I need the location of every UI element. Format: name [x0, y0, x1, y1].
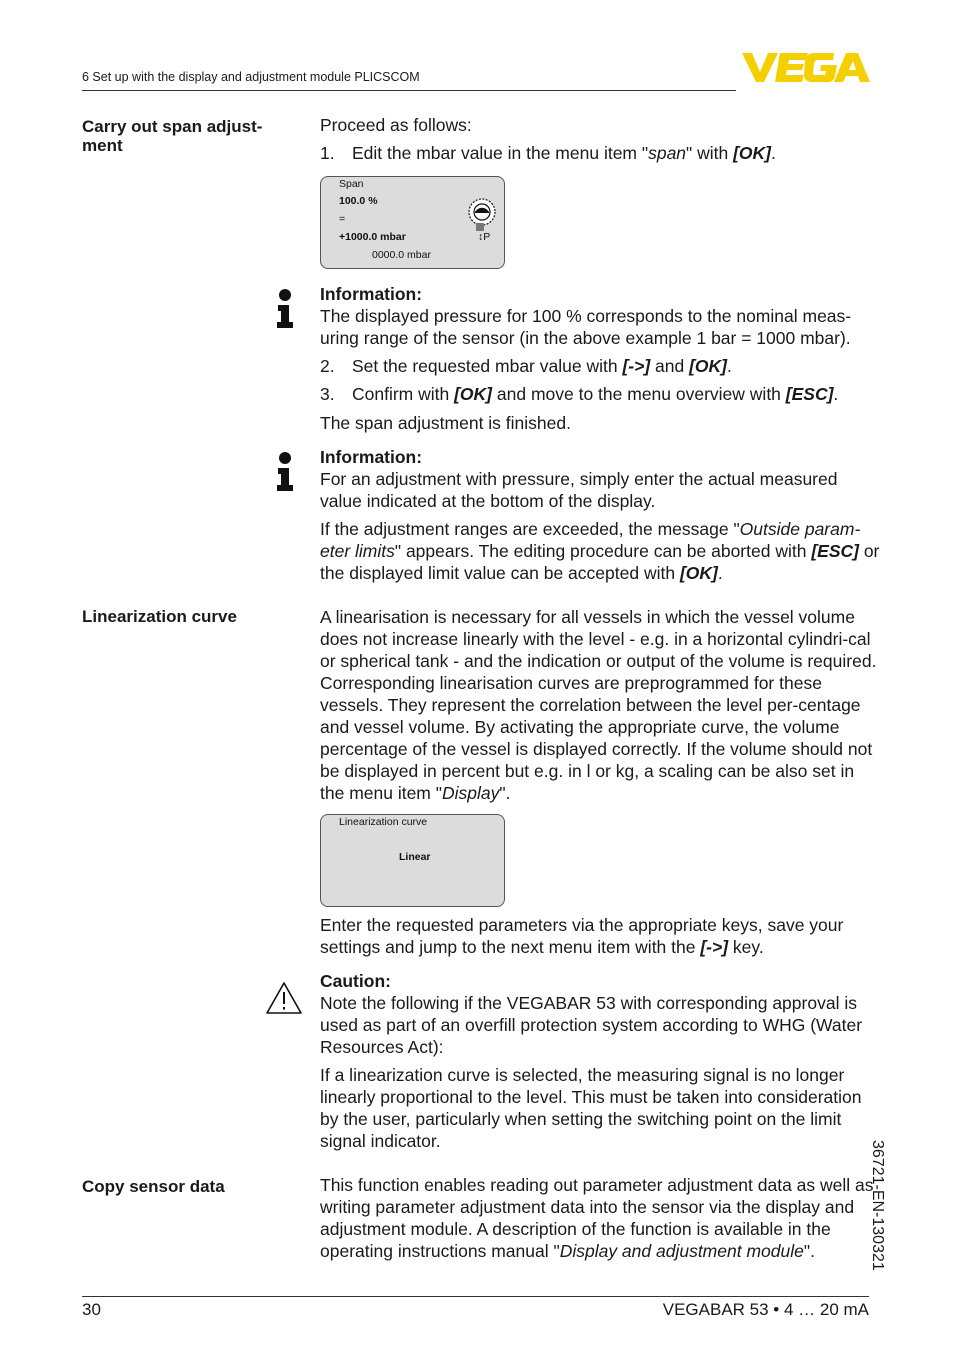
- footer-rule: [82, 1296, 869, 1297]
- step-text: Set the requested mbar value with: [352, 356, 623, 376]
- text-run: ".: [499, 783, 511, 803]
- info-text: For an adjustment with pressure, simply enter the actual measured value indicated at the bottom of the display.: [320, 469, 838, 511]
- step-text: .: [771, 143, 776, 163]
- footer-product: VEGABAR 53 • 4 … 20 mA: [662, 1300, 869, 1319]
- lcd-title: Span: [339, 178, 364, 190]
- info-text: The displayed pressure for 100 % corresponds to the nominal meas-uring range of the sensor (in the above example 1 bar = 1000 mbar).: [320, 306, 852, 348]
- text-run: Enter the requested parameters via the appropriate keys, save your settings and jump to the next menu item with the: [320, 915, 844, 957]
- info-title: Information:: [320, 284, 423, 304]
- span-info-block-2: [320, 446, 880, 584]
- message-name: Outside param-eter limits: [320, 519, 861, 561]
- page-number: 30: [82, 1300, 101, 1319]
- span-side-heading: Carry out span adjust- ment: [82, 117, 263, 155]
- text-run: key.: [728, 937, 764, 957]
- text-run: If the adjustment ranges are exceeded, the message ": [320, 519, 740, 539]
- menu-item-span: span: [648, 143, 687, 163]
- step-number: 1.: [320, 143, 335, 163]
- info-icon: [274, 451, 296, 493]
- step-text: and move to the menu overview with: [492, 384, 786, 404]
- step-text: Confirm with: [352, 384, 455, 404]
- menu-item-display: Display: [441, 783, 500, 803]
- step-text: " with: [686, 143, 734, 163]
- bar-indicator-icon: [476, 223, 484, 231]
- lcd-value: Linear: [399, 851, 431, 863]
- linearization-enter-text: [320, 914, 880, 958]
- text-run: .: [717, 563, 723, 583]
- info-limits-text: [320, 518, 880, 584]
- document-id: 36721-EN-130321: [869, 1140, 886, 1271]
- step-number: 3.: [320, 384, 335, 404]
- span-section: [320, 114, 880, 164]
- span-finished: The span adjustment is finished.: [320, 413, 571, 433]
- span-step-2: [320, 355, 880, 377]
- span-step-1: [320, 142, 880, 164]
- linearization-text: [320, 606, 880, 804]
- key-ok: [OK]: [689, 356, 727, 376]
- copy-section: [320, 1174, 880, 1262]
- step-text: .: [726, 356, 732, 376]
- text-run: ".: [803, 1241, 815, 1261]
- text-run: A linearisation is necessary for all vessels in which the vessel volume does not increase linearly with the level - e.g. in a horizontal cylindri-cal or spherical tank - and the indication or output of the volume is required. Corresponding linearisation curves are preprogrammed for these vessels. They represent the correlation between the level per-centage and vessel volume. By activating the appropriate curve, the volume percentage of the vessel is displayed correctly. If the volume should not be displayed in percent but e.g. in l or kg, a scaling can be also set in the menu item ": [320, 607, 877, 803]
- step-text: .: [833, 384, 839, 404]
- lcd-p-label: ↕P: [478, 231, 491, 243]
- key-ok: [OK]: [454, 384, 493, 404]
- span-step-3: [320, 383, 880, 405]
- key-esc: [ESC]: [811, 541, 859, 561]
- step-text: Edit the mbar value in the menu item ": [352, 143, 649, 163]
- text-run: or the displayed limit value can be accepted with: [320, 541, 880, 583]
- manual-name: Display and adjustment module: [559, 1241, 804, 1261]
- caution-text-2: If a linearization curve is selected, the measuring signal is no longer linearly proportional to the level. This must be taken into consideration by the user, particularly when setting the switching point on the limit signal indicator.: [320, 1065, 862, 1151]
- linearization-section: [320, 606, 880, 804]
- info-icon: [274, 288, 296, 330]
- key-arrow: [->]: [700, 937, 729, 957]
- running-header: 6 Set up with the display and adjustment module PLICSCOM: [82, 70, 420, 84]
- caution-text: Note the following if the VEGABAR 53 with corresponding approval is used as part of an overfill protection system according to WHG (Water Resources Act):: [320, 993, 863, 1057]
- lcd-percent: 100.0 %: [339, 195, 378, 207]
- lcd-equals: =: [339, 213, 346, 225]
- p-label-text: P: [483, 231, 491, 243]
- text-run: This function enables reading out parameter adjustment data as well as writing parameter adjustment data into the sensor via the display and adjustment module. A description of the function is available in the operating instructions manual ": [320, 1175, 874, 1261]
- lcd-value: +1000.0 mbar: [339, 231, 406, 243]
- info-title: Information:: [320, 447, 423, 467]
- span-display-screen: [320, 176, 505, 269]
- vega-logo: [742, 50, 872, 89]
- copy-side-heading: Copy sensor data: [82, 1177, 225, 1196]
- caution-title: Caution:: [320, 971, 391, 991]
- caution-block: [320, 970, 880, 1152]
- step-number: 2.: [320, 356, 335, 376]
- key-esc: [ESC]: [785, 384, 834, 404]
- linearization-side-heading: Linearization curve: [82, 607, 237, 626]
- step-text: and: [650, 356, 690, 376]
- span-info-block: [320, 283, 880, 434]
- text-run: " appears. The editing procedure can be aborted with: [394, 541, 812, 561]
- warning-icon: [265, 981, 303, 1015]
- header-rule: [82, 90, 736, 91]
- lcd-range: 0000.0 mbar: [372, 249, 431, 261]
- lcd-title: Linearization curve: [339, 816, 428, 828]
- key-ok: [OK]: [733, 143, 772, 163]
- key-ok: [OK]: [679, 563, 718, 583]
- key-arrow: [->]: [622, 356, 651, 376]
- linearization-display-screen: [320, 814, 505, 907]
- span-intro: Proceed as follows:: [320, 115, 472, 135]
